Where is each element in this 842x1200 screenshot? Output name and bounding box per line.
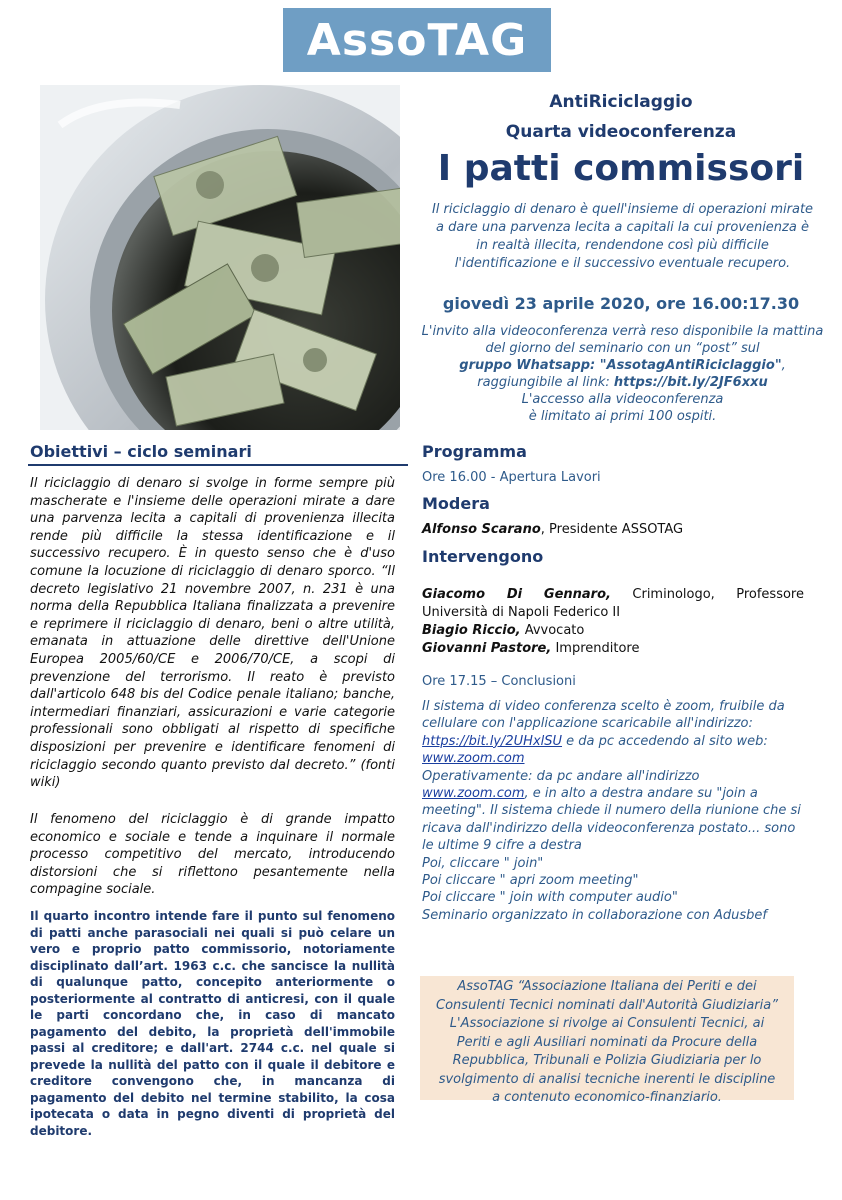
zoom-site-link-2[interactable]: www.zoom.com xyxy=(422,786,525,802)
program-heading: Programma xyxy=(422,442,527,461)
zoom-instructions xyxy=(422,698,807,924)
objectives-paragraph-3: Il quarto incontro intende fare il punto sul fenomeno di patti anche parasociali nei quali si può celare un vero e proprio patto commissorio, notoriamente disciplinato dall’art. 1963 c.c. che sancisce la nullità di qualunque patto, concepito anteriormente o posteriormente al contratto di anticresi, con il quale le parti concordano che, in caso di mancato pagamento del debito, la proprietà dell'immobile passi al creditore; e dall'art. 2744 c.c. nel quale si prevede la nullità del patto con il quale il debitore e creditore convengono che, in mancanza di pagamento del debito nel termine stabilito, la cosa ipotecata o data in pegno diventi di proprietà del debitore. xyxy=(30,909,395,1138)
speaker-item xyxy=(422,640,804,658)
tech-text-4: , e in alto a destra andare su "join a meeting". Il sistema chiede il numero della riunione che si ricava dall'indirizzo della videoconferenza postato... sono le ultime 9 cifre a destra xyxy=(422,786,801,854)
page-title: I patti commissori xyxy=(437,148,805,189)
moderator-name: Alfonso Scarano xyxy=(422,522,541,537)
invite-link[interactable]: https://bit.ly/2JF6xxu xyxy=(613,375,768,390)
logo-text: AssoTAG xyxy=(306,14,528,66)
conference-subtitle: Quarta videoconferenza xyxy=(505,122,737,142)
about-line: L'Associazione si rivolge ai Consulenti Tecnici, ai xyxy=(449,1016,765,1031)
objectives-paragraph-1: Il riciclaggio di denaro si svolge in forme sempre più mascherate e l'insieme delle operazioni mirate a dare una parvenza lecita a capitali di provenienza illecita rende più difficile la stessa identificazione e il successivo recupero. È in questo senso che è d'uso comune la locuzione di riciclaggio di denaro sporco. “Il decreto legislativo 21 novembre 2007, n. 231 è una norma della Repubblica Italiana finalizzata a prevenire e reprimere il riciclaggio di denaro, beni o altre utilità, emanata in attuazione delle direttive dell'Unione Europea 2005/60/CE e 2006/70/CE, a scopi di prevenzione del terrorismo. Il reato è previsto dall'articolo 648 bis del Codice penale italiano; banche, intermediari finanziari, assicurazioni e varie categorie professionali sono obbligati al rispetto di specifiche disposizioni per prevenire e identificare fenomeni di riciclaggio secondo quanto previsto dal decreto.” (fonti wiki) xyxy=(30,476,395,791)
speaker-role: Criminologo, Professore Università di Napoli Federico II xyxy=(422,587,804,620)
moderator-role: , Presidente ASSOTAG xyxy=(540,522,684,537)
washing-machine-illustration xyxy=(40,85,400,430)
tech-text-3: Operativamente: da pc andare all'indirizzo xyxy=(422,768,700,784)
objectives-heading: Obiettivi – ciclo seminari xyxy=(30,442,252,461)
organizer-note: Seminario organizzato in collaborazione con Adusbef xyxy=(422,907,767,923)
closing-time: Ore 17.15 – Conclusioni xyxy=(422,674,576,689)
speaker-name: Giacomo Di Gennaro, xyxy=(422,587,611,602)
about-line: Consulenti Tecnici nominati dall'Autorità Giudiziaria” xyxy=(436,997,778,1013)
moderator-heading: Modera xyxy=(422,494,490,513)
series-title: AntiRiciclaggio xyxy=(549,92,693,112)
washing-machine-money-image xyxy=(40,85,400,430)
zoom-site-link[interactable]: www.zoom.com xyxy=(422,751,525,767)
event-date: giovedì 23 aprile 2020, ore 16.00:17.30 xyxy=(442,294,800,313)
invite-text-3: L'accesso alla videoconferenza xyxy=(521,392,724,407)
assotag-logo xyxy=(283,8,551,72)
invite-text-2: raggiungibile al link: xyxy=(477,375,610,390)
about-line: Periti e agli Ausiliari nominati da Procure della xyxy=(456,1034,758,1050)
tech-text-2: e da pc accedendo al sito web: xyxy=(562,733,768,749)
speaker-item xyxy=(422,586,804,622)
invite-text-4: è limitato ai primi 100 ospiti. xyxy=(528,409,717,424)
association-info-box xyxy=(420,976,794,1105)
about-line: a contenuto economico-finanziario. xyxy=(492,1090,722,1105)
speaker-item xyxy=(422,622,804,640)
zoom-app-link[interactable]: https://bit.ly/2UHxlSU xyxy=(422,733,563,749)
speaker-role: Imprenditore xyxy=(551,641,640,656)
whatsapp-group: gruppo Whatsapp: "AssotagAntiRiciclaggio" xyxy=(459,358,782,373)
invite-info: L'invito alla videoconferenza verrà reso disponibile la mattina del giorno del seminario con un “post” sul gruppo Whatsapp: "AssotagAntiRiciclaggio", raggiungibile al link: https://bit.ly/2JF6xxu L'accesso alla videoconferenza è limitato ai primi 100 ospiti. xyxy=(421,324,824,424)
about-line: AssoTAG “Associazione Italiana dei Periti e dei xyxy=(457,979,757,994)
intro-text: Il riciclaggio di denaro è quell'insieme di operazioni mirate a dare una parvenza lecita a capitali la cui provenienza è in realtà illecita, rendendone così più difficile l'identificazione e il successivo eventuale recupero. xyxy=(431,202,814,271)
tech-step-join: Poi, cliccare " join" xyxy=(422,855,544,871)
invite-text-1: L'invito alla videoconferenza verrà reso disponibile la mattina del giorno del seminario con un “post” sul xyxy=(421,324,824,356)
objectives-paragraph-2: Il fenomeno del riciclaggio è di grande impatto economico e sociale e tende a inquinare il normale processo competitivo del mercato, introducendo distorsioni che si riflettono pesantemente nella compagine sociale. xyxy=(30,812,395,898)
speaker-role: Avvocato xyxy=(520,623,585,638)
tech-step-audio: Poi cliccare " join with computer audio" xyxy=(422,890,678,906)
speakers-heading: Intervengono xyxy=(422,547,544,566)
opening-time: Ore 16.00 - Apertura Lavori xyxy=(422,470,601,485)
about-line: svolgimento di analisi tecniche inerenti le discipline xyxy=(438,1071,776,1087)
objectives-divider xyxy=(28,464,408,466)
moderator-line xyxy=(422,522,683,537)
about-line: Repubblica, Tribunali e Polizia Giudiziaria per lo xyxy=(452,1053,762,1068)
tech-text-1: Il sistema di video conferenza scelto è zoom, fruibile da cellulare con l'applicazione scaricabile all'indirizzo: xyxy=(422,699,785,732)
speaker-name: Giovanni Pastore, xyxy=(422,641,552,656)
speakers-list xyxy=(422,586,804,658)
tech-step-open: Poi cliccare " apri zoom meeting" xyxy=(422,873,639,889)
speaker-name: Biagio Riccio, xyxy=(422,623,521,638)
